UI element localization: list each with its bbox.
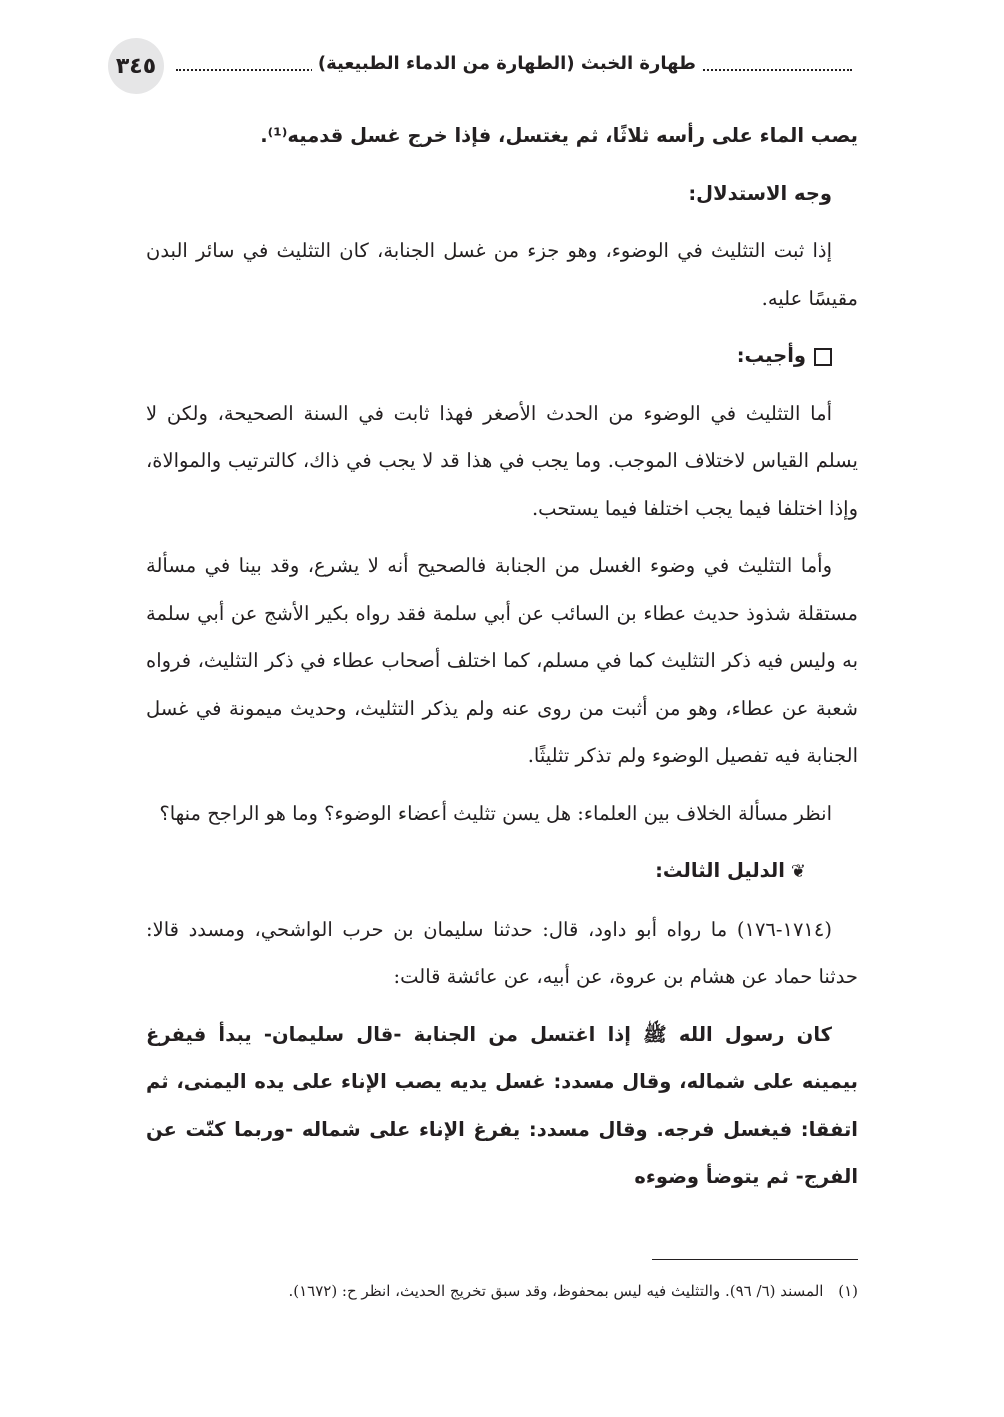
- heading-answer: [146, 332, 858, 380]
- paragraph-istidlal: إذا ثبت التثليث في الوضوء، وهو جزء من غسل الجنابة، كان التثليث في سائر البدن مقيسًا عليه.: [146, 239, 858, 310]
- leaf-ornament-icon: ❦: [790, 861, 806, 882]
- footnote: [146, 1276, 858, 1306]
- paragraph-reference: انظر مسألة الخلاف بين العلماء: هل يسن تثليث أعضاء الوضوء؟ وما هو الراجح منها؟: [159, 801, 832, 825]
- footnote-text: المسند (٦/ ٩٦). والتثليث فيه ليس بمحفوظ، وقد سبق تخريج الحديث، انظر ح: (١٦٧٢).: [288, 1282, 824, 1300]
- square-outline-icon: [814, 348, 832, 366]
- footnote-number: (١): [838, 1282, 858, 1300]
- heading-third-evidence-label: الدليل الثالث:: [655, 859, 785, 882]
- main-text: [146, 112, 858, 1211]
- header-title: طهارة الخبث (الطهارة من الدماء الطبيعية): [312, 53, 702, 74]
- heading-answer-label: وأجيب:: [736, 344, 806, 367]
- running-header: [108, 38, 852, 98]
- heading-third-evidence: [146, 847, 858, 896]
- paragraph-answer-1: أما التثليث في الوضوء من الحدث الأصغر فهذا ثابت في السنة الصحيحة، ولكن لا يسلم القياس لاختلاف الموجب. وما يجب في هذا قد لا يجب في ذاك، كالترتيب والموالاة، وإذا اختلفا فيما يجب اختلفا فيما يستحب.: [146, 401, 858, 520]
- section-heading-istidlal: وجه الاستدلال:: [688, 181, 832, 205]
- paragraph-answer-2: وأما التثليث في وضوء الغسل من الجنابة فالصحيح أنه لا يشرع، وقد بينا في مسألة مستقلة شذوذ حديث عطاء بن السائب عن أبي سلمة فقد رواه بكير الأشج عن أبي سلمة به وليس فيه ذكر التثليث كما في مسلم، كما اختلف أصحاب عطاء في ذكر التثليث، فرواه شعبة عن عطاء، وهو من أثبت من روى عنه ولم يذكر التثليث، وحديث ميمونة في غسل الجنابة فيه تفصيل الوضوء ولم تذكر تثليثًا.: [146, 554, 858, 767]
- page-number: ٣٤٥: [108, 38, 164, 94]
- hadith-text: كان رسول الله ﷺ إذا اغتسل من الجنابة -قال سليمان- يبدأ فيفرغ بيمينه على شماله، وقال مسدد: غسل يديه يصب الإناء على يده اليمنى، ثم اتفقا: فيغسل فرجه. وقال مسدد: يفرغ الإناء على شماله -وربما كنّت عن الفرج- ثم يتوضأ وضوءه: [146, 1022, 858, 1188]
- paragraph-isnad: (١٧١٤-١٧٦) ما رواه أبو داود، قال: حدثنا سليمان بن حرب الواشحي، ومسدد قالا: حدثنا حماد عن هشام بن عروة، عن أبيه، عن عائشة قالت:: [146, 917, 858, 988]
- hadith-continuation: يصب الماء على رأسه ثلاثًا، ثم يغتسل، فإذا خرج غسل قدميه⁽¹⁾.: [260, 124, 858, 147]
- footnote-rule: [652, 1259, 858, 1260]
